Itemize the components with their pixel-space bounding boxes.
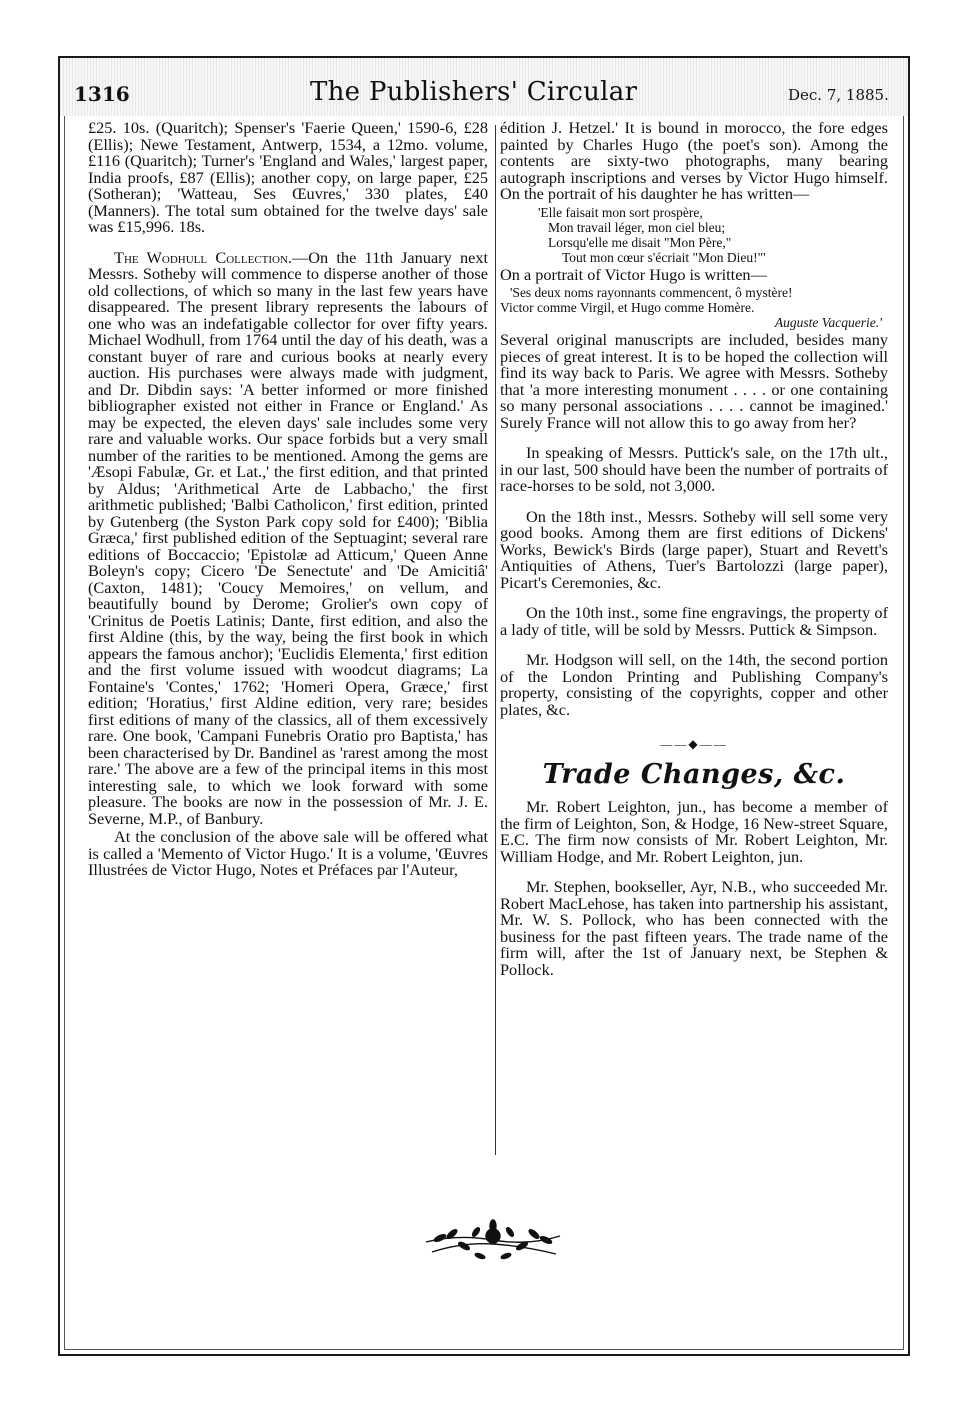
- section-rule-ornament: ——◆——: [660, 737, 728, 751]
- verse-line: Victor comme Virgil, et Hugo comme Homère.: [500, 300, 755, 315]
- paragraph-engravings: On the 10th inst., some fine engravings, the property of a lady of title, will be sold by Messrs. Puttick & Simpson.: [500, 603, 888, 639]
- paragraph-portrait: On a portrait of Victor Hugo is written—: [500, 264, 767, 284]
- floral-vignette-icon: [418, 1212, 568, 1268]
- paragraph-leighton: Mr. Robert Leighton, jun., has become a member of the firm of Leighton, Son, & Hodge, 16 New-street Square, E.C. The firm now consists of Mr. Robert Leighton, Mr. William Hodge, and Mr. Robert Leighton, jun.: [500, 797, 888, 866]
- paragraph-stephen-pollock: Mr. Stephen, bookseller, Ayr, N.B., who succeeded Mr. Robert MacLehose, has taken into partnership his assistant, Mr. W. S. Pollock, who has been connected with the business for the past fifteen years. The trade name of the firm will, after the 1st of January next, be Stephen & Pollock.: [500, 877, 888, 979]
- right-column: [500, 120, 888, 978]
- verse-line: Tout mon cœur s'écriait "Mon Dieu!"': [562, 249, 766, 265]
- section-heading: Trade Changes, &c.: [542, 758, 846, 790]
- paragraph-hodgson: Mr. Hodgson will sell, on the 14th, the second portion of the London Printing and Publishing Company's property, consisting of the copyrights, copper and other plates, &c.: [500, 650, 888, 719]
- page-number: 1316: [74, 82, 130, 106]
- verse-line: 'Ses deux noms rayonnants commencent, ô mystère!: [510, 285, 793, 300]
- paragraph-manuscripts: Several original manuscripts are included, besides many pieces of great interest. It is to be hoped the collection will find its way back to Paris. We agree with Messrs. Sotheby that 'a more interesting monument . . . . or one containing so many personal associations . . . . cannot be imagined.' Surely France will not allow this to go away from her?: [500, 330, 888, 432]
- masthead-title: The Publishers' Circular: [310, 77, 638, 107]
- verse-signature: Auguste Vacquerie.': [774, 315, 882, 330]
- paragraph-hetzel: édition J. Hetzel.' It is bound in morocco, the fore edges painted by Charles Hugo (the poet's son). Among the contents are sixty-two photographs, many bearing autograph inscriptions and verses by Victor Hugo himself. On the portrait of his daughter he has written—: [500, 118, 888, 203]
- verse-line: 'Elle faisait mon sort prospère,: [538, 204, 703, 220]
- issue-date: Dec. 7, 1885.: [788, 86, 889, 104]
- column-divider: [495, 125, 496, 1155]
- paragraph-sotheby-18th: On the 18th inst., Messrs. Sotheby will sell some very good books. Among them are first editions of Dickens' Works, Bewick's Birds (large paper), Stuart and Revett's Antiquities of Athens, Tuer's Bartolozzi (large paper), Picart's Ceremonies, &c.: [500, 506, 888, 592]
- verse-line: Mon travail léger, mon ciel bleu;: [548, 219, 726, 235]
- paragraph-puttick: In speaking of Messrs. Puttick's sale, on the 17th ult., in our last, 500 should have been the number of portraits of race-horses to be sold, not 3,000.: [500, 443, 888, 495]
- wodhull-body: —On the 11th January next Messrs. Sotheby will commence to disperse another of those old collections, of which so many in the last few years have disappeared. The present library represents the labours of one who was an indefatigable collector for over fifty years. Michael Wodhull, from 1764 until the day of his death, was a constant buyer of rare and curious books at nearly every auction. His purchases were always made with judgment, and Dr. Dibdin says: 'A better informed or more finished bibliographer existed not either in France or England.' As may be expected, the eleven days' sale includes some very rare and valuable works. Our space forbids but a very small number of the rarities to be mentioned. Among the gems are 'Æsopi Fabulæ, Gr. et Lat.,' the first edition, and that printed by Aldus; 'Arithmetical Arte de Labbacho,' the first arithmetic published; 'Balbi Catholicon,' first edition, printed by Gutenberg (the Syston Park copy sold for £400); 'Biblia Græca,' first published edition of the Septuagint; several rare editions of Boccaccio; 'Epistolæ ad Atticum,' Queen Anne Boleyn's copy; Cicero 'De Senectute' and 'De Amicitiâ' (Caxton, 1481); 'Coucy Memoires,' on vellum, and beautifully bound by Derome; Grolier's own copy of 'Crinitus de Poetis Latinis; Dante, first edition, and also the first Aldine (this, by the way, being the first book in which appears the famous anchor); 'Euclidis Elementa,' first edition and the first volume issued with woodcut diagrams; La Fontaine's 'Contes,' 1762; 'Homeri Opera, Græce,' first edition; 'Horatius,' first Aldine edition, very rare; besides first editions of many of the classics, all of them excessively rare. One book, 'Campani Funebris Oratio pro Baptista,' has been characterised by Dr. Bandinel as 'rarest among the most rare.' The above are a few of the principal items in this most interesting sale, to which we look forward with some pleasure. The books are now in the possession of Mr. J. E. Severne, M.P., of Banbury.: [88, 247, 488, 828]
- verse-daughter: [500, 205, 888, 265]
- left-column: [88, 120, 488, 879]
- wodhull-heading: The Wodhull Collection.: [114, 247, 292, 267]
- paragraph-sale-results: £25. 10s. (Quaritch); Spenser's 'Faerie Queen,' 1590-6, £28 (Ellis); Newe Testament, Antwerp, 1534, a 12mo. volume, £116 (Quaritch); Turner's 'England and Wales,' largest paper, India proofs, £87 (Ellis); another copy, on large paper, £25 (Sotheran); 'Watteau, Ses Œuvres,' 330 plates, £40 (Manners). The total sum obtained for the twelve days' sale was £15,996. 18s.: [88, 118, 488, 236]
- verse-portrait: [500, 285, 888, 330]
- paragraph-wodhull: [88, 247, 488, 828]
- verse-line: Lorsqu'elle me disait "Mon Père,": [548, 234, 732, 250]
- paragraph-hugo-memento: At the conclusion of the above sale will be offered what is called a 'Memento of Victor Hugo.' It is a volume, 'Œuvres Illustrées de Victor Hugo, Notes et Préfaces par l'Auteur,: [88, 827, 488, 879]
